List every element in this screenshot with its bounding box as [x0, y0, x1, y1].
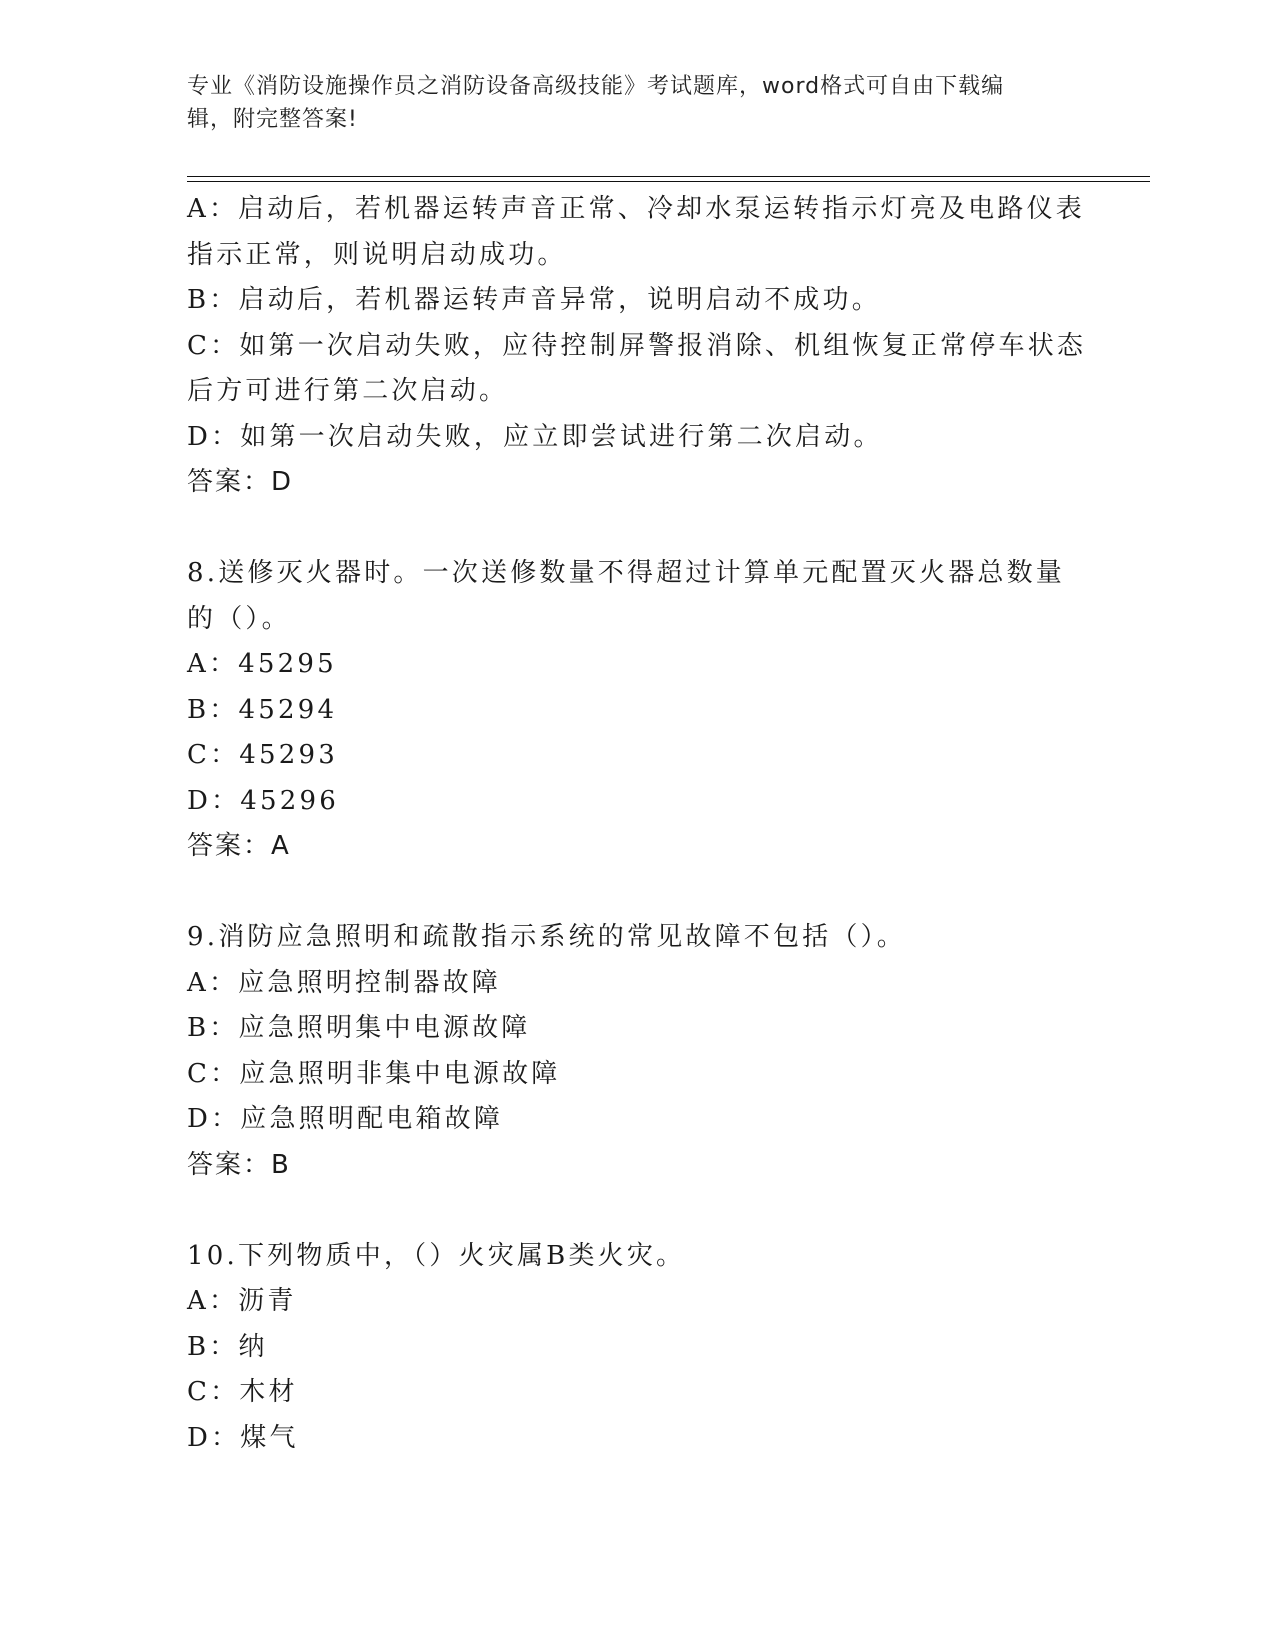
option-d: D：煤气 [187, 1422, 299, 1453]
option-a-continued: 指示正常，则说明启动成功。 [187, 239, 567, 270]
option-b: B：启动后，若机器运转声音异常，说明启动不成功。 [187, 285, 881, 315]
answer: 答案：B [187, 1149, 291, 1180]
question-9 [187, 915, 1087, 1188]
question-stem-continued: 的（）。 [187, 603, 291, 634]
answer: 答案：A [187, 831, 291, 861]
option-b: B：应急照明集中电源故障 [187, 1013, 531, 1043]
option-a: A：45295 [187, 649, 337, 679]
option-c: C：45293 [187, 740, 339, 770]
answer: 答案：D [187, 467, 294, 497]
question-content [187, 187, 1087, 1461]
question-8 [187, 551, 1087, 870]
header-rule-top [187, 176, 1150, 177]
question-stem: 10.下列物质中，（）火灾属B类火灾。 [187, 1240, 686, 1271]
option-c: C：木材 [187, 1377, 298, 1407]
option-d: D：如第一次启动失败，应立即尝试进行第二次启动。 [187, 421, 883, 452]
option-a: A：沥青 [187, 1286, 297, 1316]
option-b: B：纳 [187, 1331, 268, 1362]
option-d: D：应急照明配电箱故障 [187, 1104, 504, 1134]
option-d: D：45296 [187, 785, 339, 816]
header-line-1: 专业《消防设施操作员之消防设备高级技能》考试题库，word格式可自由下载编 [187, 74, 1005, 99]
question-10 [187, 1234, 1087, 1462]
question-stem: 8.送修灭火器时。一次送修数量不得超过计算单元配置灭火器总数量 [187, 558, 1066, 588]
header-line-2: 辑，附完整答案! [187, 107, 358, 132]
option-a: A：启动后，若机器运转声音正常、冷却水泵运转指示灯亮及电路仪表 [187, 194, 1085, 224]
option-c-continued: 后方可进行第二次启动。 [187, 376, 509, 406]
header-rule-bottom [187, 181, 1150, 182]
question-7-options [187, 187, 1087, 506]
option-a: A：应急照明控制器故障 [187, 967, 501, 998]
option-c: C：应急照明非集中电源故障 [187, 1058, 561, 1089]
question-stem: 9.消防应急照明和疏散指示系统的常见故障不包括（）。 [187, 922, 907, 952]
option-b: B：45294 [187, 694, 338, 725]
option-c: C：如第一次启动失败，应待控制屏警报消除、机组恢复正常停车状态 [187, 330, 1087, 361]
document-header [187, 70, 1067, 136]
